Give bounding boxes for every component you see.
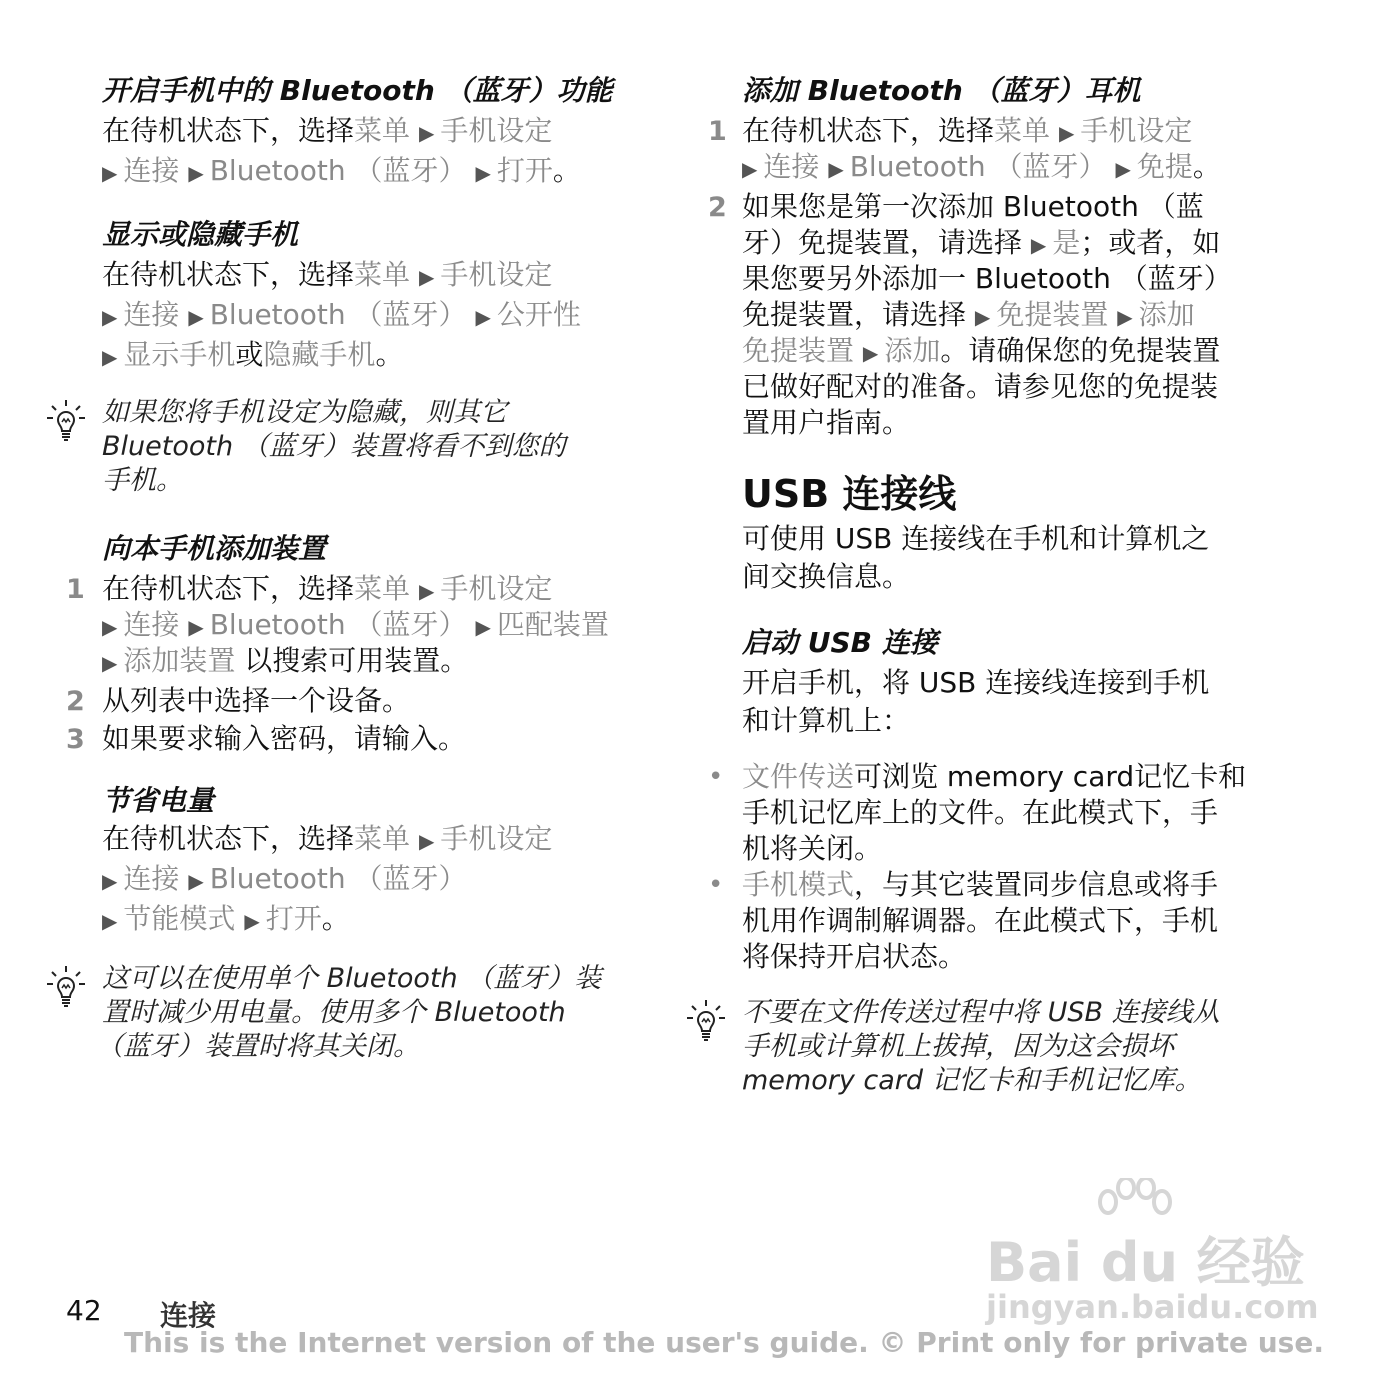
arrow-right-icon: ▶	[244, 909, 260, 933]
bullet-line: 将保持开启状态。	[742, 940, 967, 973]
instruction-line: ▶ 连接 ▶ Bluetooth （蓝牙） ▶ 打开。	[102, 154, 581, 187]
instruction-line: ▶ 添加装置 以搜索可用装置。	[102, 644, 469, 677]
watermark-url: jingyan.baidu.com	[986, 1288, 1319, 1326]
tip-text: 这可以在使用单个 Bluetooth （蓝牙）装	[102, 963, 602, 994]
arrow-right-icon: ▶	[475, 615, 491, 639]
arrow-right-icon: ▶	[475, 161, 491, 185]
instruction-line: ▶ 显示手机或隐藏手机。	[102, 338, 404, 371]
bullet-line: 手机记忆库上的文件。在此模式下，手	[742, 796, 1219, 829]
section-title: USB 连接线	[742, 472, 957, 516]
step-number: 1	[708, 116, 727, 147]
paragraph-line: 开启手机，将 USB 连接线连接到手机	[742, 666, 1210, 699]
section-heading: 显示或隐藏手机	[102, 218, 299, 251]
arrow-right-icon: ▶	[188, 615, 204, 639]
bullet-line: 文件传送可浏览 memory card记忆卡和	[742, 760, 1247, 793]
instruction-line: 在待机状态下，选择菜单 ▶ 手机设定	[102, 114, 553, 147]
step-number: 1	[66, 574, 85, 605]
footer-section-title: 连接	[160, 1299, 217, 1332]
footer-disclaimer: This is the Internet version of the user's guide. © Print only for private use.	[124, 1326, 1324, 1359]
bullet-line: 机将关闭。	[742, 832, 883, 865]
instruction-line: ▶ 连接 ▶ Bluetooth （蓝牙） ▶ 公开性	[102, 298, 581, 331]
paw-icon	[1094, 1178, 1174, 1238]
section-heading: 开启手机中的 Bluetooth （蓝牙）功能	[102, 74, 613, 107]
section-heading: 添加 Bluetooth （蓝牙）耳机	[742, 74, 1141, 107]
page-number: 42	[66, 1294, 102, 1327]
step-number: 3	[66, 724, 85, 755]
arrow-right-icon: ▶	[1117, 305, 1133, 329]
arrow-right-icon: ▶	[1030, 233, 1047, 257]
instruction-line: 在待机状态下，选择菜单 ▶ 手机设定	[102, 258, 553, 291]
tip-text: 如果您将手机设定为隐藏，则其它	[102, 397, 507, 428]
arrow-right-icon: ▶	[418, 121, 435, 145]
paragraph-line: 可使用 USB 连接线在手机和计算机之	[742, 522, 1210, 555]
tip-text: Bluetooth （蓝牙）装置将看不到您的	[102, 431, 566, 462]
lightbulb-tip-icon	[46, 964, 86, 1010]
instruction-line: ▶ 连接 ▶ Bluetooth （蓝牙） ▶ 匹配装置	[102, 608, 609, 641]
arrow-right-icon: ▶	[418, 579, 435, 603]
arrow-right-icon: ▶	[102, 909, 118, 933]
arrow-right-icon: ▶	[1115, 157, 1131, 181]
instruction-line: 果您要另外添加一 Bluetooth （蓝牙）	[742, 262, 1232, 295]
tip-text: （蓝牙）装置时将其关闭。	[96, 1031, 420, 1062]
step-number: 2	[66, 686, 85, 717]
instruction-line: 在待机状态下，选择菜单 ▶ 手机设定	[102, 822, 553, 855]
tip-text: 不要在文件传送过程中将 USB 连接线从	[742, 997, 1220, 1028]
arrow-right-icon: ▶	[742, 157, 758, 181]
arrow-right-icon: ▶	[475, 305, 491, 329]
section-heading: 向本手机添加装置	[102, 532, 327, 565]
lightbulb-tip-icon	[46, 398, 86, 444]
arrow-right-icon: ▶	[188, 305, 204, 329]
arrow-right-icon: ▶	[188, 161, 204, 185]
bullet-line: 手机模式，与其它装置同步信息或将手	[742, 868, 1219, 901]
instruction-line: 如果要求输入密码，请输入。	[102, 722, 467, 755]
instruction-line: 在待机状态下，选择菜单 ▶ 手机设定	[102, 572, 553, 605]
arrow-right-icon: ▶	[862, 341, 879, 365]
instruction-line: 从列表中选择一个设备。	[102, 684, 411, 717]
instruction-line: ▶ 连接 ▶ Bluetooth （蓝牙）	[102, 862, 467, 895]
instruction-line: 免提装置 ▶ 添加。请确保您的免提装置	[742, 334, 1221, 367]
arrow-right-icon: ▶	[188, 869, 204, 893]
tip-text: memory card 记忆卡和手机记忆库。	[742, 1065, 1202, 1096]
arrow-right-icon: ▶	[1058, 121, 1075, 145]
arrow-right-icon: ▶	[102, 305, 118, 329]
bullet-icon: •	[708, 762, 724, 792]
arrow-right-icon: ▶	[102, 651, 118, 675]
arrow-right-icon: ▶	[418, 265, 435, 289]
instruction-line: 如果您是第一次添加 Bluetooth （蓝	[742, 190, 1204, 223]
bullet-line: 机用作调制解调器。在此模式下，手机	[742, 904, 1219, 937]
arrow-right-icon: ▶	[974, 305, 991, 329]
arrow-right-icon: ▶	[102, 615, 118, 639]
instruction-line: ▶ 节能模式 ▶ 打开。	[102, 902, 350, 935]
lightbulb-tip-icon	[686, 998, 726, 1044]
instruction-line: 牙）免提装置，请选择 ▶ 是；或者，如	[742, 226, 1221, 259]
instruction-line: 在待机状态下，选择菜单 ▶ 手机设定	[742, 114, 1193, 147]
section-heading: 节省电量	[102, 784, 215, 817]
instruction-line: 免提装置，请选择 ▶ 免提装置 ▶ 添加	[742, 298, 1195, 331]
instruction-line: 已做好配对的准备。请参见您的免提装	[742, 370, 1219, 403]
watermark-logo: Bai du 经验	[986, 1231, 1305, 1294]
instruction-line: ▶ 连接 ▶ Bluetooth （蓝牙） ▶ 免提。	[742, 150, 1221, 183]
bullet-icon: •	[708, 870, 724, 900]
tip-text: 手机。	[102, 465, 183, 496]
tip-text: 置时减少用电量。使用多个 Bluetooth	[102, 997, 566, 1028]
arrow-right-icon: ▶	[102, 345, 118, 369]
paragraph-line: 和计算机上：	[742, 704, 911, 737]
paragraph-line: 间交换信息。	[742, 560, 911, 593]
step-number: 2	[708, 192, 727, 223]
arrow-right-icon: ▶	[828, 157, 844, 181]
instruction-line: 置用户指南。	[742, 406, 911, 439]
section-heading: 启动 USB 连接	[742, 626, 938, 659]
arrow-right-icon: ▶	[102, 869, 118, 893]
tip-text: 手机或计算机上拔掉，因为这会损坏	[742, 1031, 1174, 1062]
arrow-right-icon: ▶	[102, 161, 118, 185]
arrow-right-icon: ▶	[418, 829, 435, 853]
